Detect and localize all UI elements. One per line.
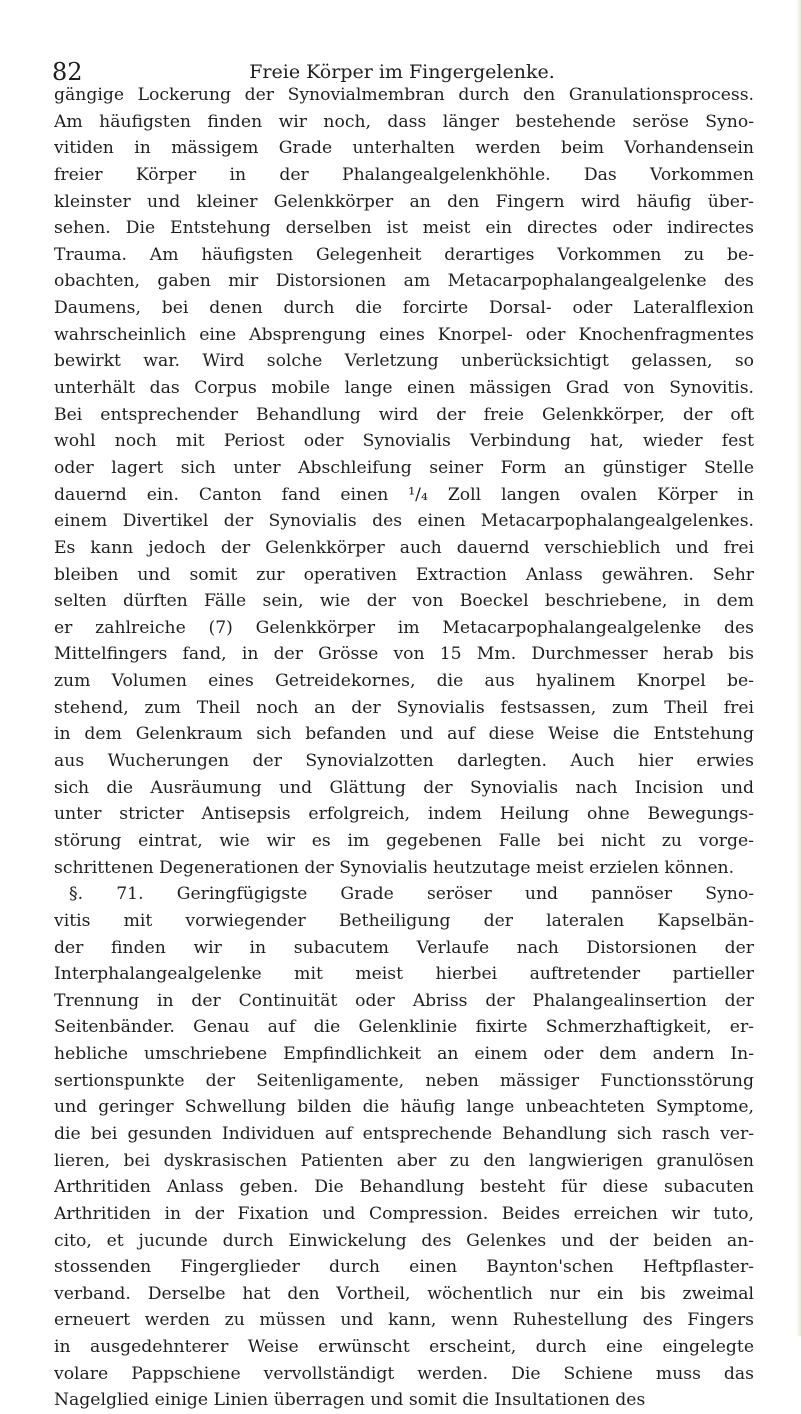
body-text [54,82,754,1414]
text-line: in ausgedehnterer Weise erwünscht erscheint, durch eine eingelegte [54,1337,754,1358]
text-line: die bei gesunden Individuen auf entsprechende Behandlung sich rasch ver- [54,1123,754,1144]
text-line: verband. Derselbe hat den Vortheil, wöchentlich nur ein bis zweimal [54,1283,754,1304]
text-line: Trennung in der Continuität oder Abriss der Phalangealinsertion der [54,990,754,1011]
text-line: vitis mit vorwiegender Betheiligung der lateralen Kapselbän- [54,910,754,931]
text-line: sertionspunkte der Seitenligamente, neben mässiger Functionsstörung [54,1070,754,1091]
text-line: in dem Gelenkraum sich befanden und auf diese Weise die Entstehung [54,724,754,745]
text-line: §. 71. Geringfügigste Grade seröser und pannöser Syno- [69,884,754,905]
text-line: Arthritiden in der Fixation und Compression. Beides erreichen wir tuto, [54,1203,754,1224]
text-line: Es kann jedoch der Gelenkkörper auch dauernd verschieblich und frei [54,537,754,558]
text-line: er zahlreiche (7) Gelenkkörper im Metacarpophalangealgelenke des [54,617,754,638]
text-line: störung eintrat, wie wir es im gegebenen Falle bei nicht zu vorge- [54,830,754,851]
text-line: stehend, zum Theil noch an der Synovialis festsassen, zum Theil frei [54,697,754,718]
text-line: stossenden Fingerglieder durch einen Baynton'schen Heftpflaster- [54,1257,754,1278]
text-line: und geringer Schwellung bilden die häufig lange unbeachteten Symptome, [54,1097,754,1118]
text-line: sehen. Die Entstehung derselben ist meist ein directes oder indirectes [54,218,754,239]
text-line: hebliche umschriebene Empfindlichkeit an einem oder dem andern In- [54,1044,754,1065]
text-line: erneuert werden zu müssen und kann, wenn Ruhestellung des Fingers [54,1310,754,1331]
text-line: unter stricter Antisepsis erfolgreich, indem Heilung ohne Bewegungs- [54,804,754,825]
text-line: Arthritiden Anlass geben. Die Behandlung besteht für diese subacuten [54,1177,754,1198]
running-title: Freie Körper im Fingergelenke. [249,61,555,83]
text-line: Interphalangealgelenke mit meist hierbei auftretender partieller [54,964,754,985]
text-line: Nagelglied einige Linien überragen und somit die Insultationen des [54,1390,646,1411]
text-line: kleinster und kleiner Gelenkkörper an den Fingern wird häufig über- [54,191,754,212]
text-line: lieren, bei dyskrasischen Patienten aber zu den langwierigen granulösen [54,1150,754,1171]
page-edge [796,0,801,1336]
text-line: Am häufigsten finden wir noch, dass länger bestehende seröse Syno- [54,111,754,132]
text-line: gängige Lockerung der Synovialmembran durch den Granulationsprocess. [54,85,754,105]
text-line: Mittelfingers fand, in der Grösse von 15 Mm. Durchmesser herab bis [54,644,754,665]
text-line: selten dürften Fälle sein, wie der von Boeckel beschriebene, in dem [54,591,754,612]
text-line: Trauma. Am häufigsten Gelegenheit derartiges Vorkommen zu be- [54,244,754,265]
text-line: wohl noch mit Periost oder Synovialis Verbindung hat, wieder fest [54,431,754,452]
text-line: vitiden in mässigem Grade unterhalten werden beim Vorhandensein [54,138,754,159]
text-line: schrittenen Degenerationen der Synovialis heutzutage meist erzielen können. [54,857,735,878]
text-line: Daumens, bei denen durch die forcirte Dorsal- oder Lateralflexion [54,298,754,319]
text-line: Seitenbänder. Genau auf die Gelenklinie fixirte Schmerzhaftigkeit, er- [54,1017,754,1038]
text-line: der finden wir in subacutem Verlaufe nach Distorsionen der [54,937,754,958]
text-line: unterhält das Corpus mobile lange einen mässigen Grad von Synovitis. [54,378,754,399]
text-line: einem Divertikel der Synovialis des einen Metacarpophalangealgelenkes. [54,511,754,532]
text-line: cito, et jucunde durch Einwickelung des Gelenkes und der beiden an- [54,1230,754,1251]
text-line: dauernd ein. Canton fand einen ¹/₄ Zoll langen ovalen Körper in [54,484,754,505]
text-line: bleiben und somit zur operativen Extraction Anlass gewähren. Sehr [54,564,754,585]
text-line: freier Körper in der Phalangealgelenkhöhle. Das Vorkommen [54,164,754,185]
text-line: volare Pappschiene vervollständigt werden. Die Schiene muss das [54,1363,754,1384]
page-number: 82 [52,58,83,86]
text-line: zum Volumen eines Getreidekornes, die aus hyalinem Knorpel be- [54,671,754,692]
text-line: obachten, gaben mir Distorsionen am Metacarpophalangealgelenke des [54,271,754,292]
text-line: bewirkt war. Wird solche Verletzung unberücksichtigt gelassen, so [54,351,754,372]
text-line: aus Wucherungen der Synovialzotten darlegten. Auch hier erwies [54,751,754,772]
text-line: sich die Ausräumung und Glättung der Synovialis nach Incision und [54,777,754,798]
text-line: Bei entsprechender Behandlung wird der freie Gelenkkörper, der oft [54,404,754,425]
text-line: wahrscheinlich eine Absprengung eines Knorpel- oder Knochenfragmentes [54,324,754,345]
text-line: oder lagert sich unter Abschleifung seiner Form an günstiger Stelle [54,457,754,478]
